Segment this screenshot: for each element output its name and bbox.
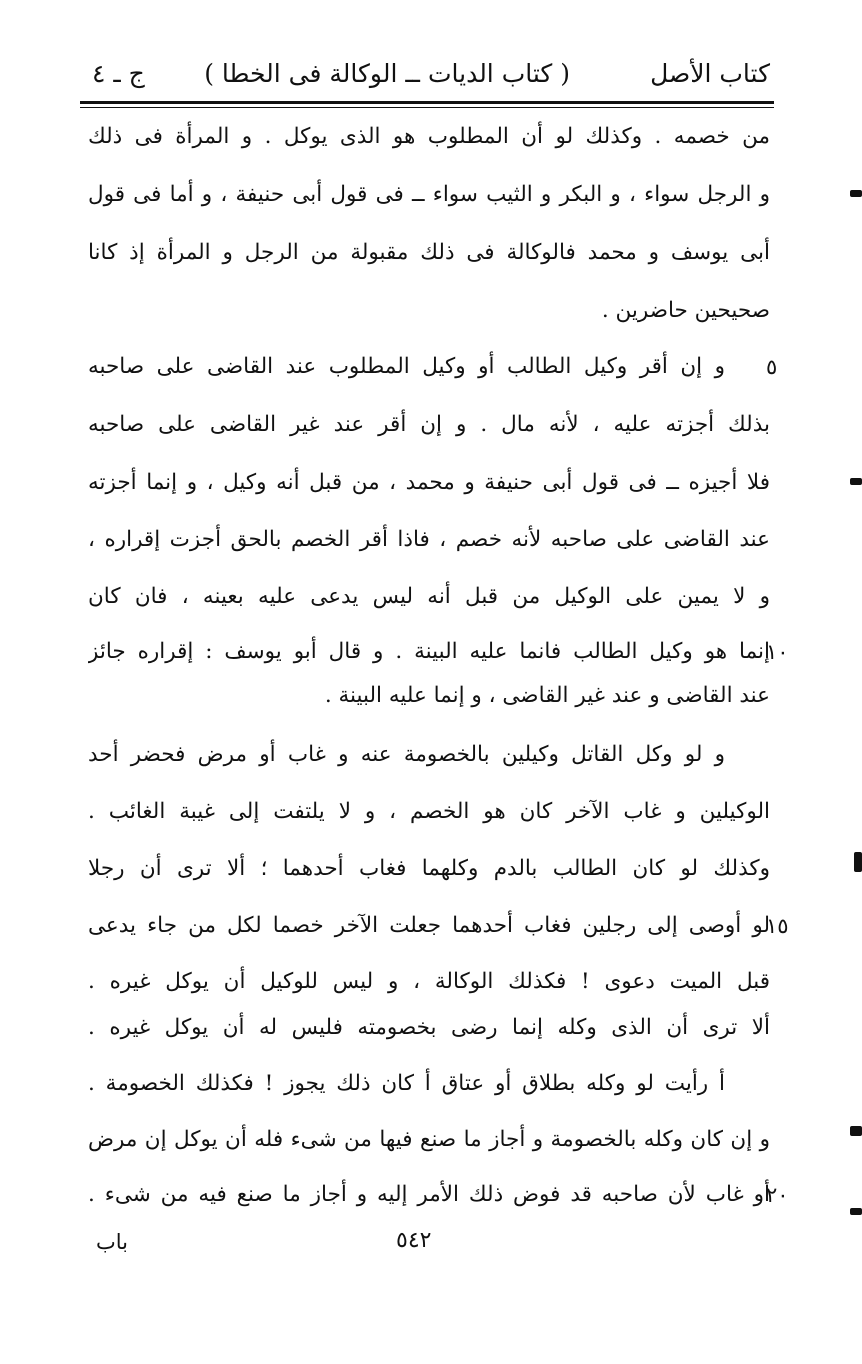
text-line: فلا أجيزه ــ فى قول أبى حنيفة و محمد ، من قبل أنه وكيل ، و إنما أجزته bbox=[88, 470, 770, 495]
line-number-20: ٢٠ bbox=[766, 1183, 789, 1207]
text-line: قبل الميت دعوى ! فكذلك الوكالة ، و ليس للوكيل أن يوكل غيره . bbox=[88, 969, 770, 994]
catchword: باب bbox=[96, 1230, 129, 1254]
header-rule-thin bbox=[80, 107, 774, 108]
text-line: الوكيلين و غاب الآخر كان هو الخصم ، و لا يلتفت إلى غيبة الغائب . bbox=[88, 799, 770, 824]
margin-mark bbox=[850, 478, 862, 485]
text-line: صحيحين حاضرين . bbox=[601, 298, 770, 323]
text-line: و الرجل سواء ، و البكر و الثيب سواء ــ فى قول أبى حنيفة ، و أما فى قول bbox=[88, 182, 770, 207]
margin-mark bbox=[850, 1208, 862, 1215]
text-line: أبى يوسف و محمد فالوكالة فى ذلك مقبولة من الرجل و المرأة إذ كانا bbox=[88, 240, 770, 265]
text-line: و لا يمين على الوكيل من قبل أنه ليس يدعى عليه بعينه ، فان كان bbox=[88, 584, 770, 609]
text-line: و لو وكل القاتل وكيلين بالخصومة عنه و غاب أو مرض فحضر أحد bbox=[88, 742, 725, 767]
line-number-5: ٥ bbox=[766, 355, 778, 379]
text-line: و إن كان وكله بالخصومة و أجاز ما صنع فيها من شىء فله أن يوكل إن مرض bbox=[88, 1127, 770, 1152]
text-line: عند القاضى و عند غير القاضى ، و إنما عليه البينة . bbox=[324, 683, 770, 708]
header-rule-thick bbox=[80, 101, 774, 104]
margin-mark bbox=[854, 852, 862, 872]
text-line: بذلك أجزته عليه ، لأنه مال . و إن أقر عند غير القاضى على صاحبه bbox=[88, 412, 770, 437]
text-line: أ رأيت لو وكله بطلاق أو عتاق أ كان ذلك يجوز ! فكذلك الخصومة . bbox=[88, 1071, 725, 1096]
margin-mark bbox=[850, 1126, 862, 1136]
text-line: أو غاب لأن صاحبه قد فوض ذلك الأمر إليه و أجاز ما صنع فيه من شىء . bbox=[88, 1182, 770, 1207]
book-title: كتاب الأصل bbox=[650, 59, 770, 88]
text-line: من خصمه . وكذلك لو أن المطلوب هو الذى يوكل . و المرأة فى ذلك bbox=[88, 124, 770, 149]
section-title: ( كتاب الديات ــ الوكالة فى الخطا ) bbox=[204, 59, 570, 88]
volume-label: ج ـ ٤ bbox=[92, 59, 145, 88]
line-number-10: ١٠ bbox=[766, 640, 789, 664]
text-line: وكذلك لو كان الطالب بالدم وكلهما فغاب أحدهما ؛ ألا ترى أن رجلا bbox=[88, 856, 770, 881]
line-number-15: ١٥ bbox=[766, 914, 789, 938]
text-line: إنما هو وكيل الطالب فانما عليه البينة . و قال أبو يوسف : إقراره جائز bbox=[88, 639, 770, 664]
margin-mark bbox=[850, 190, 862, 197]
text-line: و إن أقر وكيل الطالب أو وكيل المطلوب عند القاضى على صاحبه bbox=[88, 354, 725, 379]
text-line: ألا ترى أن الذى وكله إنما رضى بخصومته فليس له أن يوكل غيره . bbox=[88, 1015, 770, 1040]
page-number: ٥٤٢ bbox=[396, 1228, 432, 1253]
running-header bbox=[80, 52, 770, 96]
text-line: عند القاضى على صاحبه لأنه خصم ، فاذا أقر الخصم بالحق أجزت إقراره ، bbox=[88, 527, 770, 552]
text-line: لو أوصى إلى رجلين فغاب أحدهما جعلت الآخر خصما لكل من جاء يدعى bbox=[88, 913, 770, 938]
